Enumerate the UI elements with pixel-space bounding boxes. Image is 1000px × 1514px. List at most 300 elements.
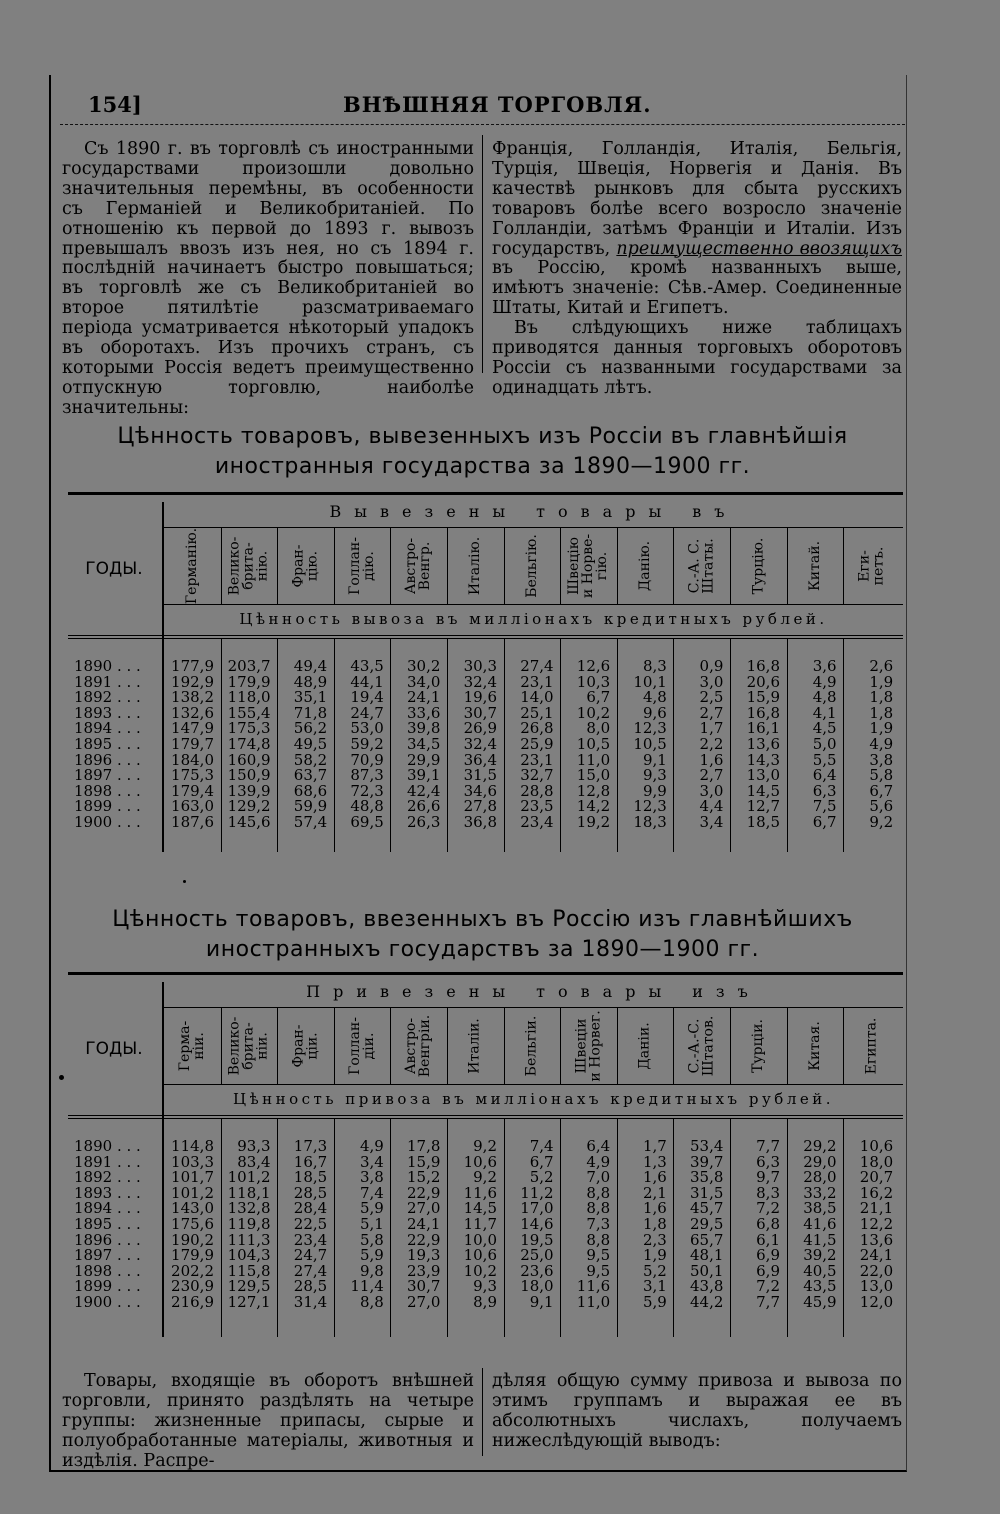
table-cell: 7,2 <box>756 1277 780 1296</box>
table-cell: 4,9 <box>586 1152 611 1171</box>
table-cell: 1,8 <box>869 688 894 707</box>
table-cell: 16,8 <box>746 703 780 722</box>
value-column <box>504 659 560 831</box>
table-cell: 44,2 <box>689 1292 724 1311</box>
value-column <box>277 659 333 831</box>
table-cell: 101,2 <box>227 1168 271 1187</box>
table-cell: 10,6 <box>463 1152 497 1171</box>
table-cell: 3,1 <box>642 1277 667 1296</box>
table-cell: 1,3 <box>642 1152 667 1171</box>
country-header-label: Китай. <box>806 540 823 592</box>
rule <box>68 638 903 639</box>
intro-right-para1 <box>492 140 902 319</box>
table-cell: 43,8 <box>689 1277 724 1296</box>
year-label: 1900 . . . <box>74 1292 141 1311</box>
country-header <box>334 1008 390 1084</box>
table-cell: 9,3 <box>642 766 667 785</box>
table-cell: 8,0 <box>586 719 611 738</box>
table-cell: 93,3 <box>237 1137 271 1155</box>
country-header <box>730 1008 786 1084</box>
country-header-label: Италію. <box>467 536 483 596</box>
year-label: 1899 . . . <box>74 1277 141 1296</box>
page-number: 154] <box>88 92 142 117</box>
table-cell: 42,4 <box>406 781 441 800</box>
table-cell: 12,3 <box>633 719 667 738</box>
table-cell: 33,6 <box>406 703 441 722</box>
table-cell: 203,7 <box>227 657 271 675</box>
table-cell: 7,4 <box>529 1137 554 1155</box>
value-column <box>560 1139 616 1311</box>
country-header <box>334 528 390 604</box>
table-cell: 9,1 <box>529 1292 554 1311</box>
table-cell: 5,8 <box>359 1230 384 1249</box>
table-cell: 6,7 <box>586 688 611 707</box>
table-cell: 30,7 <box>406 1277 441 1296</box>
import-table <box>68 972 903 1337</box>
table-cell: 12,0 <box>859 1292 894 1311</box>
table-cell: 32,4 <box>463 672 497 691</box>
table-cell: 22,0 <box>859 1261 894 1280</box>
table-cell: 18,5 <box>293 1168 328 1187</box>
table-cell: 22,9 <box>406 1230 441 1249</box>
table-cell: 87,3 <box>350 766 384 785</box>
table-cell: 10,6 <box>859 1137 894 1155</box>
table-cell: 16,1 <box>746 719 780 738</box>
table-cell: 17,8 <box>406 1137 441 1155</box>
table-cell: 16,7 <box>293 1152 328 1171</box>
table-cell: 1,9 <box>869 719 894 738</box>
import-table-title: Цѣнность товаровъ, ввезенныхъ въ Россію изъ главнѣйшихъ иностранныхъ государствъ за 1890—1900 гг. <box>112 907 853 962</box>
table-cell: 23,6 <box>520 1261 554 1280</box>
country-header <box>617 528 673 604</box>
value-column <box>673 1139 729 1311</box>
country-header <box>787 528 843 604</box>
table-cell: 6,7 <box>869 781 894 800</box>
table-cell: 49,4 <box>293 657 328 675</box>
table-cell: 1,7 <box>699 719 724 738</box>
value-column <box>673 659 729 831</box>
value-column <box>730 1139 786 1311</box>
table-cell: 4,9 <box>359 1137 384 1155</box>
table-cell: 30,7 <box>463 703 497 722</box>
table-cell: 28,5 <box>293 1277 328 1296</box>
table-cell: 1,6 <box>699 750 724 769</box>
table-cell: 2,6 <box>869 657 894 675</box>
table-cell: 48,8 <box>350 797 384 816</box>
intro-right-text-a: Франція, Голландія, Италія, Бельгія, Турція, Швеція, Норвегія и Данія. Въ качествѣ рынковъ для сбыта русскихъ товаровъ болѣе всего возросло значеніе Голландіи, затѣмъ Франціи и Италіи. Изъ государствъ, <box>492 139 902 259</box>
table-cell: 9,8 <box>359 1261 384 1280</box>
table-cell: 150,9 <box>227 766 271 785</box>
country-header-label: Италіи. <box>466 1018 483 1074</box>
country-header <box>673 1008 729 1084</box>
table-cell: 16,2 <box>859 1183 894 1202</box>
table-cell: 14,3 <box>746 750 780 769</box>
export-table <box>68 492 903 852</box>
years-header: ГОДЫ. <box>85 559 143 579</box>
table-cell: 10,2 <box>576 703 611 722</box>
table-cell: 27,0 <box>406 1199 441 1218</box>
year-label: 1895 . . . <box>74 1214 141 1233</box>
table-cell: 3,0 <box>699 672 724 691</box>
table-cell: 11,0 <box>576 1292 611 1311</box>
table-cell: 27,4 <box>520 657 554 675</box>
table-cell: 40,5 <box>803 1261 837 1280</box>
table-cell: 10,6 <box>463 1246 497 1265</box>
table-cell: 71,8 <box>293 703 328 722</box>
table-cell: 2,5 <box>699 688 724 707</box>
rule <box>164 604 903 605</box>
table-cell: 3,4 <box>359 1152 384 1171</box>
year-label: 1898 . . . <box>74 1261 141 1280</box>
table-cell: 114,8 <box>171 1137 214 1155</box>
value-column <box>447 1139 503 1311</box>
footer-left-column <box>62 1372 474 1472</box>
country-header <box>447 1008 503 1084</box>
table-cell: 10,0 <box>463 1230 497 1249</box>
table-cell: 179,4 <box>171 781 214 800</box>
table-cell: 3,6 <box>812 657 837 675</box>
column-divider <box>482 135 483 373</box>
country-header-label: Велико- брита- ніи. <box>226 1016 271 1076</box>
table-cell: 6,3 <box>812 781 837 800</box>
table-cell: 10,5 <box>576 734 611 753</box>
country-header <box>221 528 277 604</box>
country-header <box>447 528 503 604</box>
table-cell: 2,7 <box>699 703 724 722</box>
table-cell: 12,8 <box>576 781 611 800</box>
table-cell: 8,3 <box>642 657 667 675</box>
table-cell: 24,1 <box>859 1246 894 1265</box>
country-header-label: Австро- Венгр. <box>403 537 434 595</box>
import-years <box>74 1139 162 1311</box>
table-cell: 13,6 <box>859 1230 894 1249</box>
table-cell: 0,9 <box>699 657 724 675</box>
table-cell: 14,0 <box>520 688 554 707</box>
page-header <box>88 92 908 122</box>
table-cell: 184,0 <box>171 750 214 769</box>
country-header-label: Фран- цію. <box>290 544 321 588</box>
table-cell: 26,8 <box>520 719 554 738</box>
table-cell: 5,2 <box>642 1261 667 1280</box>
table-cell: 111,3 <box>227 1230 271 1249</box>
export-group-header: Вывезены товары въ <box>329 502 738 521</box>
country-header <box>504 528 560 604</box>
table-cell: 29,9 <box>406 750 441 769</box>
country-header <box>390 1008 446 1084</box>
table-cell: 23,9 <box>406 1261 441 1280</box>
table-cell: 27,8 <box>463 797 497 816</box>
table-cell: 11,6 <box>576 1277 611 1296</box>
table-cell: 9,1 <box>642 750 667 769</box>
value-column <box>447 659 503 831</box>
table-cell: 9,2 <box>473 1137 497 1155</box>
table-cell: 1,7 <box>642 1137 667 1155</box>
intro-left-text: Съ 1890 г. въ торговлѣ съ иностранными государствами произошли довольно значительныя перемѣны, въ особенности съ Германіей и Великобританіей. По отношенію къ первой до 1893 г. вывозъ превышалъ ввозъ изъ нея, но съ 1894 г. послѣдній начинаетъ быстро повышаться; въ торговлѣ же съ Великобританіей во второе пятилѣтіе разсматриваемаго періода усматривается нѣкоторый упадокъ въ оборотахъ. Изъ прочихъ странъ, съ которыми Россія ведетъ преимущественно отпускную торговлю, наиболѣе значительны: <box>62 139 474 418</box>
table-cell: 45,7 <box>689 1199 724 1218</box>
table-cell: 68,6 <box>293 781 328 800</box>
year-label: 1896 . . . <box>74 750 141 769</box>
table-cell: 6,7 <box>812 812 837 831</box>
table-cell: 12,2 <box>859 1214 894 1233</box>
table-cell: 10,2 <box>463 1261 497 1280</box>
table-cell: 14,2 <box>576 797 611 816</box>
table-cell: 63,7 <box>293 766 328 785</box>
table-cell: 25,9 <box>520 734 554 753</box>
table-cell: 5,1 <box>359 1214 384 1233</box>
value-column <box>277 1139 333 1311</box>
country-header-label: Германію. <box>184 527 201 605</box>
table-cell: 25,0 <box>520 1246 554 1265</box>
table-cell: 27,4 <box>293 1261 328 1280</box>
year-label: 1890 . . . <box>74 1137 141 1155</box>
table-cell: 12,7 <box>746 797 780 816</box>
table-cell: 17,0 <box>520 1199 554 1218</box>
table-cell: 31,5 <box>689 1183 724 1202</box>
country-header <box>787 1008 843 1084</box>
country-header-label: Швецію и Норве- гію. <box>566 533 611 599</box>
table-cell: 12,3 <box>633 797 667 816</box>
year-label: 1897 . . . <box>74 766 141 785</box>
table-cell: 7,2 <box>756 1199 780 1218</box>
value-column <box>504 1139 560 1311</box>
table-cell: 19,5 <box>520 1230 554 1249</box>
table-cell: 7,7 <box>756 1292 780 1311</box>
intro-right-text-b: въ Россію, кромѣ названныхъ выше, имѣютъ значеніе: Сѣв.-Амер. Соединенные Штаты, Китай и Египетъ. <box>492 258 902 319</box>
table-cell: 13,0 <box>859 1277 894 1296</box>
footer-right-column <box>492 1372 902 1452</box>
table-cell: 179,7 <box>171 734 214 753</box>
table-cell: 27,0 <box>406 1292 441 1311</box>
table-cell: 22,9 <box>406 1183 441 1202</box>
table-cell: 38,5 <box>803 1199 837 1218</box>
table-cell: 83,4 <box>237 1152 271 1171</box>
table-cell: 39,8 <box>406 719 441 738</box>
table-cell: 56,2 <box>293 719 328 738</box>
value-column <box>730 659 786 831</box>
table-cell: 6,3 <box>756 1152 780 1171</box>
table-cell: 23,5 <box>520 797 554 816</box>
table-cell: 7,3 <box>586 1214 611 1233</box>
table-cell: 5,5 <box>812 750 837 769</box>
table-top-rule <box>68 972 903 975</box>
table-cell: 6,9 <box>756 1261 780 1280</box>
table-cell: 8,8 <box>586 1230 611 1249</box>
country-header-label: С.-А. С. Штаты. <box>686 538 717 594</box>
table-cell: 8,8 <box>586 1183 611 1202</box>
table-cell: 7,0 <box>586 1168 611 1187</box>
table-cell: 14,6 <box>520 1214 554 1233</box>
country-header-label: Даніи. <box>636 1022 653 1070</box>
table-cell: 30,3 <box>463 657 497 675</box>
year-label: 1894 . . . <box>74 719 141 738</box>
table-cell: 30,2 <box>406 657 441 675</box>
table-cell: 48,9 <box>293 672 328 691</box>
table-cell: 155,4 <box>227 703 271 722</box>
table-cell: 139,9 <box>227 781 271 800</box>
table-cell: 28,4 <box>293 1199 328 1218</box>
table-cell: 32,7 <box>520 766 554 785</box>
table-cell: 50,1 <box>689 1261 724 1280</box>
table-cell: 26,9 <box>463 719 497 738</box>
intro-left-column <box>62 140 474 419</box>
value-column <box>164 659 220 831</box>
table-cell: 4,4 <box>699 797 724 816</box>
table-cell: 23,4 <box>520 812 554 831</box>
table-cell: 13,6 <box>746 734 780 753</box>
table-cell: 11,4 <box>350 1277 384 1296</box>
table-cell: 11,2 <box>520 1183 554 1202</box>
year-label: 1899 . . . <box>74 797 141 816</box>
table-cell: 12,6 <box>576 657 611 675</box>
table-cell: 19,2 <box>576 812 611 831</box>
table-cell: 25,1 <box>520 703 554 722</box>
table-cell: 31,5 <box>463 766 497 785</box>
table-cell: 17,3 <box>293 1137 328 1155</box>
country-header <box>560 528 616 604</box>
table-cell: 14,5 <box>746 781 780 800</box>
table-cell: 5,8 <box>869 766 894 785</box>
table-cell: 163,0 <box>171 797 214 816</box>
country-header-label: С.-А.-С. Штатов. <box>686 1015 717 1077</box>
table-cell: 8,9 <box>473 1292 497 1311</box>
table-cell: 18,0 <box>520 1277 554 1296</box>
table-cell: 216,9 <box>171 1292 214 1311</box>
country-header-label: Еги- петъ. <box>856 546 887 586</box>
table-cell: 4,5 <box>812 719 837 738</box>
table-cell: 39,1 <box>406 766 441 785</box>
table-cell: 3,4 <box>699 812 724 831</box>
table-cell: 175,6 <box>171 1214 214 1233</box>
year-label: 1891 . . . <box>74 672 141 691</box>
table-cell: 44,1 <box>350 672 384 691</box>
table-cell: 160,9 <box>227 750 271 769</box>
country-header-label: Турціи. <box>750 1019 766 1073</box>
table-cell: 129,2 <box>227 797 271 816</box>
value-column <box>560 659 616 831</box>
table-cell: 65,7 <box>689 1230 724 1249</box>
table-cell: 19,4 <box>350 688 384 707</box>
table-cell: 53,4 <box>689 1137 724 1155</box>
table-cell: 6,7 <box>529 1152 554 1171</box>
table-cell: 34,6 <box>463 781 497 800</box>
table-cell: 132,6 <box>171 703 214 722</box>
table-cell: 59,2 <box>350 734 384 753</box>
header-rule <box>60 124 905 125</box>
table-cell: 32,4 <box>463 734 497 753</box>
table-cell: 15,0 <box>576 766 611 785</box>
table-cell: 174,8 <box>227 734 271 753</box>
table-cell: 10,3 <box>576 672 611 691</box>
table-cell: 26,3 <box>406 812 441 831</box>
country-header <box>277 1008 333 1084</box>
table-cell: 22,5 <box>293 1214 328 1233</box>
country-header <box>390 528 446 604</box>
intro-right-para2: Въ слѣдующихъ ниже таблицахъ приводятся данныя торговыхъ оборотовъ Россіи съ названными государствами за одинадцать лѣтъ. <box>492 318 902 398</box>
export-table-title: Цѣнность товаровъ, вывезенныхъ изъ Россіи въ главнѣйшія иностранныя государства за 1890—1900 гг. <box>117 424 848 479</box>
table-cell: 35,8 <box>689 1168 724 1187</box>
table-cell: 24,1 <box>406 688 441 707</box>
country-header-label: Китая. <box>806 1021 823 1071</box>
table-cell: 10,5 <box>633 734 667 753</box>
table-cell: 175,3 <box>227 719 271 738</box>
country-header <box>221 1008 277 1084</box>
year-label: 1891 . . . <box>74 1152 141 1171</box>
table-cell: 41,5 <box>803 1230 837 1249</box>
country-header <box>504 1008 560 1084</box>
table-cell: 5,2 <box>529 1168 554 1187</box>
table-cell: 7,4 <box>359 1183 384 1202</box>
table-cell: 5,9 <box>359 1246 384 1265</box>
table-cell: 9,2 <box>473 1168 497 1187</box>
table-cell: 7,7 <box>756 1137 780 1155</box>
print-speck <box>183 880 186 883</box>
table-cell: 9,6 <box>642 703 667 722</box>
table-cell: 143,0 <box>171 1199 214 1218</box>
value-column <box>787 1139 843 1311</box>
country-header-label: Египта. <box>863 1017 880 1075</box>
table-cell: 9,5 <box>586 1261 611 1280</box>
table-cell: 1,9 <box>869 672 894 691</box>
country-header <box>164 1008 220 1084</box>
table-cell: 53,0 <box>350 719 384 738</box>
running-title: ВНѢШНЯЯ ТОРГОВЛЯ. <box>343 92 652 117</box>
rule <box>68 1118 903 1119</box>
year-label: 1896 . . . <box>74 1230 141 1249</box>
table-cell: 45,9 <box>803 1292 837 1311</box>
table-cell: 28,5 <box>293 1183 328 1202</box>
table-cell: 34,0 <box>406 672 441 691</box>
table-cell: 6,8 <box>756 1214 780 1233</box>
table-cell: 19,6 <box>463 688 497 707</box>
table-cell: 5,9 <box>359 1199 384 1218</box>
table-cell: 20,6 <box>746 672 780 691</box>
table-cell: 14,5 <box>463 1199 497 1218</box>
intro-right-emphasis: преимущественно ввозящихъ <box>616 238 902 259</box>
footer-left-text: Товары, входящіе въ оборотъ внѣшней торговли, принято раздѣлять на четыре группы: жизненные припасы, сырые и полуобработанные матеріалы, животныя и издѣлія. Распре- <box>62 1371 474 1471</box>
table-cell: 145,6 <box>227 812 271 831</box>
country-header <box>730 528 786 604</box>
table-cell: 2,2 <box>699 734 724 753</box>
table-cell: 3,8 <box>359 1168 384 1187</box>
country-header-label: Данію. <box>636 540 653 592</box>
table-cell: 8,8 <box>359 1292 384 1311</box>
value-column <box>787 659 843 831</box>
table-cell: 20,7 <box>859 1168 894 1187</box>
table-cell: 35,1 <box>293 688 328 707</box>
table-cell: 9,3 <box>473 1277 497 1296</box>
table-cell: 8,8 <box>586 1199 611 1218</box>
import-group-header: Привезены товары изъ <box>306 982 761 1001</box>
table-cell: 36,8 <box>463 812 497 831</box>
country-header-label: Голлан- діи. <box>346 1017 377 1075</box>
years-header: ГОДЫ. <box>85 1039 143 1059</box>
table-cell: 6,4 <box>812 766 837 785</box>
table-cell: 23,1 <box>520 672 554 691</box>
table-cell: 9,9 <box>642 781 667 800</box>
country-header-label: Турцію. <box>750 537 766 595</box>
table-cell: 7,5 <box>812 797 837 816</box>
table-cell: 41,6 <box>803 1214 837 1233</box>
table-cell: 5,0 <box>812 734 837 753</box>
year-label: 1900 . . . <box>74 812 141 831</box>
country-header <box>843 1008 899 1084</box>
country-header-label: Бельгіи. <box>523 1015 540 1077</box>
table-cell: 23,4 <box>293 1230 328 1249</box>
table-cell: 2,1 <box>642 1183 667 1202</box>
table-cell: 31,4 <box>293 1292 328 1311</box>
value-column <box>843 1139 899 1311</box>
table-cell: 18,0 <box>859 1152 894 1171</box>
